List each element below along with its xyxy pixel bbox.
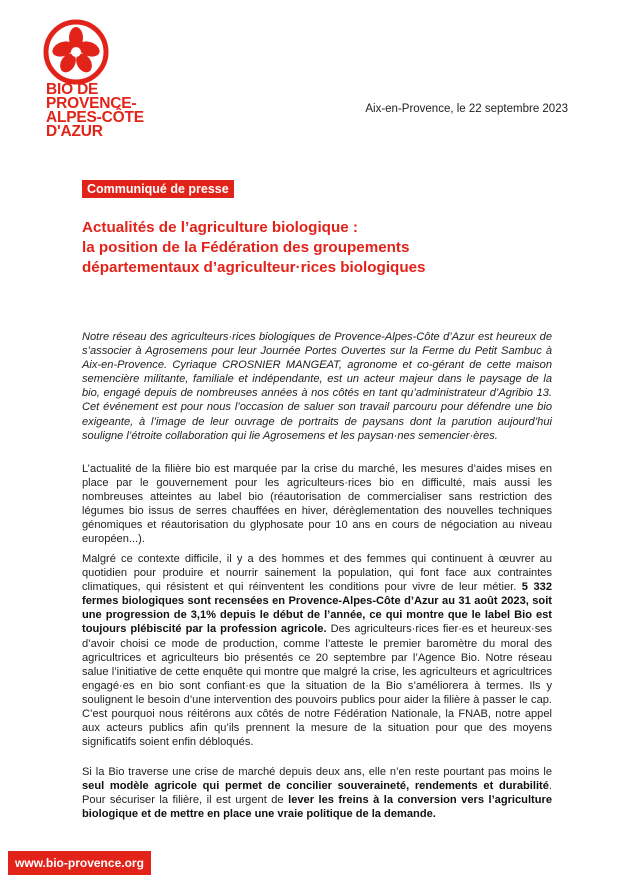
place-date: Aix-en-Provence, le 22 septembre 2023 xyxy=(365,103,568,115)
paragraph-farms-text-2: Des agriculteurs·rices fier·es et heureux·ses d’avoir choisi ce mode de production, comme l’atteste le premier baromètre du moral des agricultrices et agriculteurs bio présentés ce 20 septembre par l’Agence Bio. Notre réseau salue l’initiative de cette enquête qui montre que malgré la crise, les agriculteurs et agricultrices engagé·es en bio sont confiant·es que la situation de la Bio s’améliorera à termes. Ils y soulignent le besoin d’une intervention des pouvoirs publics pour aider la filière à passer le cap. C’est pourquoi nous réitérons aux côtés de notre Fédération Nationale, la FNAB, notre appel aux acteurs publics afin qu’ils prennent la mesure de la situation pour que des moyens significatifs soient enfin débloqués. xyxy=(82,623,552,749)
paragraph-farms-text-1: Malgré ce contexte difficile, il y a des hommes et des femmes qui continuent à œuvrer au quotidien pour produire et nourrir sainement la population, qui font face aux contraintes climatiques, qui résistent et qui réinventent les conditions pour vivre de leur métier. xyxy=(82,553,552,594)
paragraph-context-text: L’actualité de la filière bio est marquée par la crise du marché, les mesures d’aides mises en place par le gouvernement pour les agriculteurs·rices bio en difficulté, mais aussi les nombreuses atteintes au label bio (réautorisation de commercialiser sans restriction des légumes bio issus de serres chauffées en hiver, dérèglementation des nouvelles techniques génomiques et réautorisation du glyphosate pour 10 ans en cours de négociation au niveau européen...). xyxy=(82,463,552,546)
website-link[interactable]: www.bio-provence.org xyxy=(8,851,151,875)
paragraph-farms-highlight: 5 332 fermes biologiques sont recensées en Provence-Alpes-Côte d’Azur au 31 août 2023, soit une progression de 3,1% depuis le début de l’année, ce qui montre que le label Bio est toujours plébiscité par la profession agricole. xyxy=(82,581,552,636)
paragraph-conclusion-highlight-2: lever les freins à la conversion vers l’agriculture biologique et de mettre en place une vraie politique de la demande. xyxy=(82,794,552,821)
logo xyxy=(34,16,124,86)
paragraph-conclusion-text-1: Si la Bio traverse une crise de marché depuis deux ans, elle n’en reste pourtant pas moins le xyxy=(82,766,552,778)
paragraph-context xyxy=(82,462,552,547)
press-release-badge: Communiqué de presse xyxy=(82,180,234,198)
page-title xyxy=(82,218,552,278)
title-line-3: départementaux d’agriculteur·rices biologiques xyxy=(82,259,426,276)
logo-line-3: ALPES-CÔTE xyxy=(46,109,144,126)
logo-wordmark xyxy=(46,83,144,139)
paragraph-conclusion-highlight-1: seul modèle agricole qui permet de concilier souveraineté, rendements et durabilité xyxy=(82,780,549,793)
logo-line-1: BIO DE xyxy=(46,81,99,98)
title-line-2: la position de la Fédération des groupements xyxy=(82,239,410,256)
logo-line-4: D'AZUR xyxy=(46,123,103,140)
logo-line-2: PROVENCE- xyxy=(46,95,137,112)
flower-logo-icon xyxy=(34,16,124,86)
intro-paragraph: Notre réseau des agriculteurs·rices biologiques de Provence-Alpes-Côte d’Azur est heureux de s’associer à Agrosemens pour leur Journée Portes Ouvertes sur la Ferme du Petit Sambuc à Aix-en-Provence. Cyriaque CROSNIER MANGEAT, agronome et co-gérant de cette maison semencière militante, familiale et indépendante, est un acteur majeur dans le paysage de la bio, engagé depuis de nombreuses années à nos côtés en tant qu’administrateur d’Agribio 13. Cet événement est pour nous l’occasion de saluer son travail parcouru pour défendre une bio exigeante, à l’image de leur ouvrage de portraits de paysans dont la parution aujourd’hui souligne l’étroite collaboration qui lie Agrosemens et les paysan·nes semencier·ères. xyxy=(82,331,552,442)
paragraph-farms xyxy=(82,552,552,749)
title-line-1: Actualités de l’agriculture biologique : xyxy=(82,219,358,236)
paragraph-conclusion-text-2: . Pour sécuriser la filière, il est urgent de xyxy=(82,780,552,807)
paragraph-conclusion xyxy=(82,765,552,821)
